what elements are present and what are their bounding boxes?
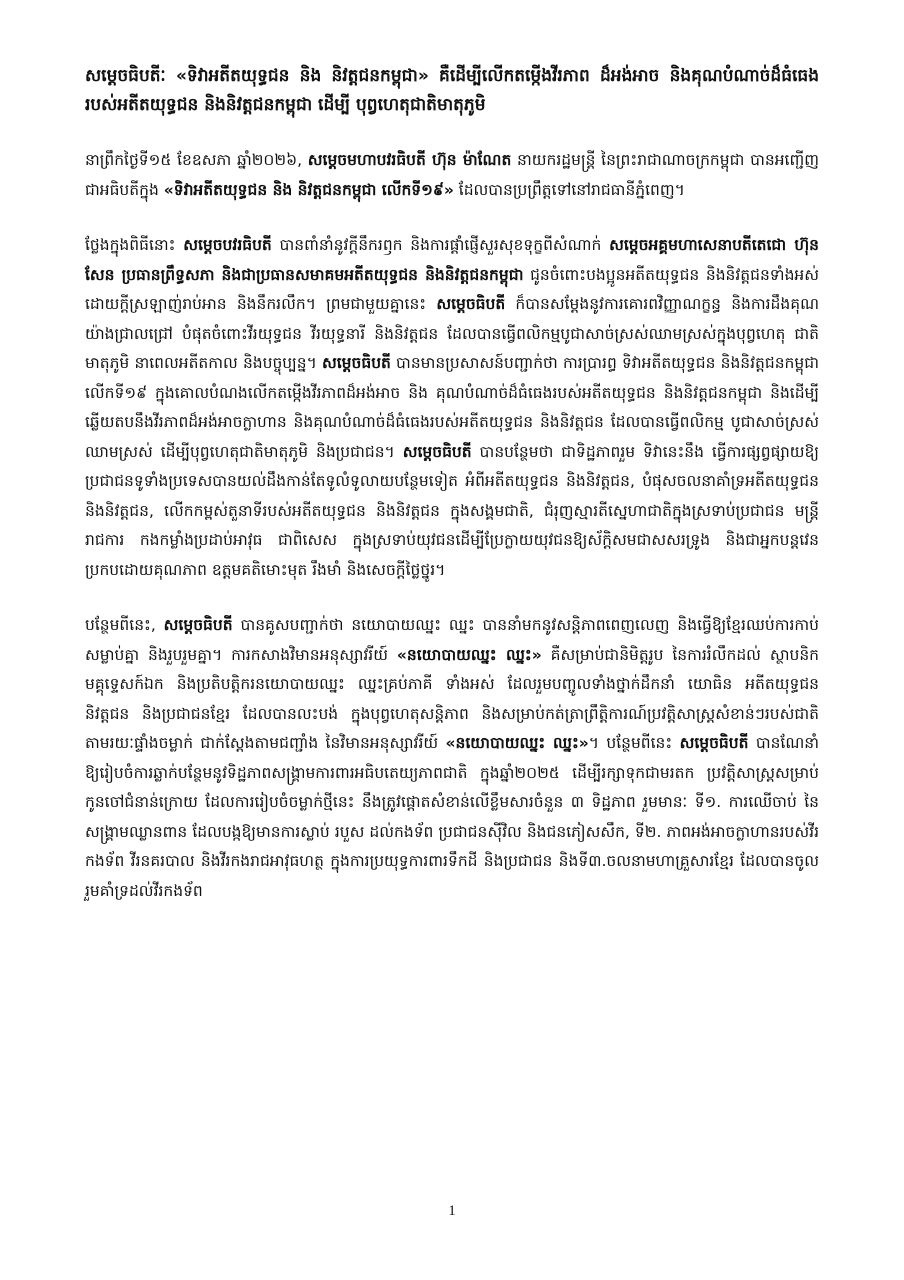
bold-run: សម្តេចធិបតី bbox=[436, 295, 506, 313]
text-run: បានគូសបញ្ជាក់ថា នយោបាយឈ្នះ ឈ្នះ បាននាំមកនូវសន្តិភាពពេញលេញ និងធ្វើឱ្យខ្មែរឈប់ការកាប់សម្លាប់គ្នា និងរួបរួមគ្នា។ ការកសាងវិមានអនុស្សាវរីយ៍ bbox=[85, 616, 819, 664]
text-run: គឺសម្រាប់ជានិមិត្តរូប នៃការរំលឹកដល់ ស្ថាបនិកមគ្គុទ្ទេសក៍ឯក និងប្រតិបត្តិករនយោបាយឈ្នះ ឈ្នះគ្រប់ភាគី ទាំងអស់ ដែលរួមបញ្ចូលទាំងថ្នាក់ដឹកនាំ យោធិន អតីតយុទ្ធជន និវត្តជន និងប្រជាជនខ្មែរ ដែលបានលះបង់ ក្នុងបុព្វហេតុសន្តិភាព និងសម្រាប់កត់ត្រាព្រឹត្តិការណ៍ប្រវត្តិសាស្ត្រសំខាន់ៗរបស់ជាតិ តាមរយៈផ្ទាំងចម្លាក់ ជាក់ស្តែងតាមជញ្ជាំង នៃវិមានអនុស្សាវរីយ៍ bbox=[85, 645, 820, 752]
text-run: បានមានប្រសាសន៍បញ្ជាក់ថា ការប្រារព្ធ ទិវាអតីតយុទ្ធជន និងនិវត្តជនកម្ពុជា លើកទី១៩ ក្នុងគោលបំណងលើកតម្កើងវីរភាពដ៏អង់អាច និង គុណបំណាច់ដ៏ធំធេងរបស់អតីតយុទ្ធជន និងនិវត្តជនកម្ពុជា និងដើម្បីឆ្លើយតបនឹងវីរភាពដ៏អង់អាចក្លាហាន និងគុណបំណាច់ដ៏ធំធេងរបស់អតីតយុទ្ធជន និងនិវត្តជន ដែលបានធ្វើពលិកម្ម បូជាសាច់ស្រស់ ឈាមស្រស់ ដើម្បីបុព្វហេតុជាតិមាតុភូមិ និងប្រជាជន។ bbox=[85, 354, 819, 461]
bold-run: សម្តេចបវរធិបតី bbox=[183, 236, 272, 254]
paragraph-2 bbox=[85, 231, 819, 585]
bold-run: សម្តេចធិបតី bbox=[402, 442, 472, 461]
text-run: បានពាំនាំនូវក្តីនឹករឭក និងការផ្តាំផ្ញើសួរសុខទុក្ខពីសំណាក់ bbox=[271, 236, 610, 254]
bold-run: សម្តេចធិបតី bbox=[163, 616, 233, 634]
page-number: 1 bbox=[448, 1203, 456, 1219]
text-run: បន្ថែមពីនេះ, bbox=[85, 616, 164, 634]
bold-run: «នយោបាយឈ្នះ ឈ្នះ» bbox=[445, 734, 589, 752]
paragraph-1 bbox=[85, 146, 819, 205]
text-run: បានណែនាំ ឱ្យរៀបចំការឆ្លាក់បន្ថែមនូវទិដ្ឋភាពសង្គ្រាមការពារអធិបតេយ្យភាពជាតិ ក្នុងឆ្នាំ២០២៥ ដើម្បីរក្សាទុកជាមរតក ប្រវត្តិសាស្ត្រសម្រាប់កូនចៅជំនាន់ក្រោយ ដែលការរៀបចំចម្លាក់ថ្មីនេះ នឹងត្រូវផ្តោតសំខាន់លើខ្លឹមសារចំនួន ៣ ទិដ្ឋភាព រួមមានៈ ទី១. ការឈើចាប់ នៃសង្គ្រាមឈ្លានពាន ដែលបង្កឱ្យមានការស្លាប់ របួស ដល់កងទ័ព ប្រជាជនស៊ីវិល និងជនភៀសសឹក, ទី២. ភាពអង់អាចក្លាហានរបស់វីរកងទ័ព វីរនគរបាល និងវីរកងរាជអាវុធហត្ថ ក្នុងការប្រយុទ្ធការពារទឹកដី និងប្រជាជន និងទី៣.ចលនាមហាគ្រួសារខ្មែរ ដែលបានចូលរួមគាំទ្រដល់វីរកងទ័ព bbox=[85, 734, 820, 900]
bold-run: សម្តេចមហាបវរធិបតី ហ៊ុន ម៉ាណែត bbox=[307, 151, 512, 169]
bold-run: សម្តេចធិបតី bbox=[679, 734, 749, 752]
text-run: ជូនចំពោះបងប្អូនអតីតយុទ្ធជន និងនិវត្តជនទាំងអស់ ដោយក្តីស្រឡាញ់រាប់អាន និងនឹករលឹក។ ព្រមជាមួយគ្នានេះ bbox=[85, 265, 820, 313]
bold-run: «នយោបាយឈ្នះ ឈ្នះ» bbox=[396, 645, 542, 664]
text-run: បានបន្ថែមថា ជាទិដ្ឋភាពរួម ទិវានេះនឹង ធ្វើការផ្សព្វផ្សាយឱ្យប្រជាជនទូទាំងប្រទេសបានយល់ដឹងកាន់តែទូលំទូលាយបន្ថែមទៀត អំពីអតីតយុទ្ធជន និងនិវត្តជន, បំផុសចលនាគាំទ្រអតីតយុទ្ធជន និងនិវត្តជន, លើកកម្ពស់តួនាទីរបស់អតីតយុទ្ធជន និងនិវត្តជន ក្នុងសង្គមជាតិ, ជំរុញស្មារតីស្នេហាជាតិក្នុងស្រទាប់ប្រជាជន មន្ត្រីរាជការ កងកម្លាំងប្រដាប់អាវុធ ជាពិសេស ក្នុងស្រទាប់យុវជនដើម្បីប្រែក្លាយយុវជនឱ្យស័ក្តិសមជាសសរទ្រូង និងជាអ្នកបន្តវេនប្រកបដោយគុណភាព ឧត្តមគតិមោះមុត រឹងមាំ និងសេចក្តីថ្លៃថ្នូរ។ bbox=[85, 442, 819, 579]
bold-run: «ទិវាអតីតយុទ្ធជន និង និវត្តជនកម្ពុជា លើកទី១៩» bbox=[163, 180, 454, 199]
bold-run: សម្តេចធិបតី bbox=[322, 354, 391, 372]
text-run: នាព្រឹកថ្ងៃទី១៥ ខែឧសភា ឆ្នាំ២០២៦, bbox=[85, 151, 308, 169]
text-run: នាយករដ្ឋមន្ត្រី នៃព្រះរាជាណាចក្រកម្ពុជា បានអញ្ជើញជាអធិបតីក្នុង bbox=[85, 151, 819, 199]
article-heading: សម្តេចធិបតីៈ «ទិវាអតីតយុទ្ធជន និង និវត្តជនកម្ពុជា» គឺដើម្បីលើកតម្កើងវីរភាព ដ៏អង់អាច និងគុណបំណាច់ដ៏ធំធេងរបស់អតីតយុទ្ធជន និងនិវត្តជនកម្ពុជា ដើម្បី បុព្វហេតុជាតិមាតុភូមិ bbox=[85, 66, 819, 115]
text-run: ក៏បានសម្តែងនូវការគោរពវិញ្ញាណក្ខន្ធ និងការដឹងគុណយ៉ាងជ្រាលជ្រៅ បំផុតចំពោះវីរយុទ្ធជន វីរយុទ្ធនារី និងនិវត្តជន ដែលបានធ្វើពលិកម្មបូជាសាច់ស្រស់ឈាមស្រស់ក្នុងបុព្វហេតុ ជាតិមាតុភូមិ នាពេលអតីតកាល និងបច្ចុប្បន្ន។ bbox=[85, 295, 819, 372]
text-run: ។ បន្ថែមពីនេះ bbox=[588, 734, 680, 752]
paragraph-3 bbox=[85, 611, 819, 906]
bold-run: សម្តេចអគ្គមហាសេនាបតីតេជោ ហ៊ុន សែន ប្រធានព្រឹទ្ធសភា និងជាប្រធានសមាគមអតីតយុទ្ធជន និងនិវត្តជនកម្ពុជា bbox=[85, 236, 820, 284]
text-run: ថ្លែងក្នុងពិធីនោះ bbox=[85, 236, 184, 254]
text-run: ដែលបានប្រព្រឹត្តទៅនៅរាជធានីភ្នំពេញ។ bbox=[453, 180, 685, 199]
